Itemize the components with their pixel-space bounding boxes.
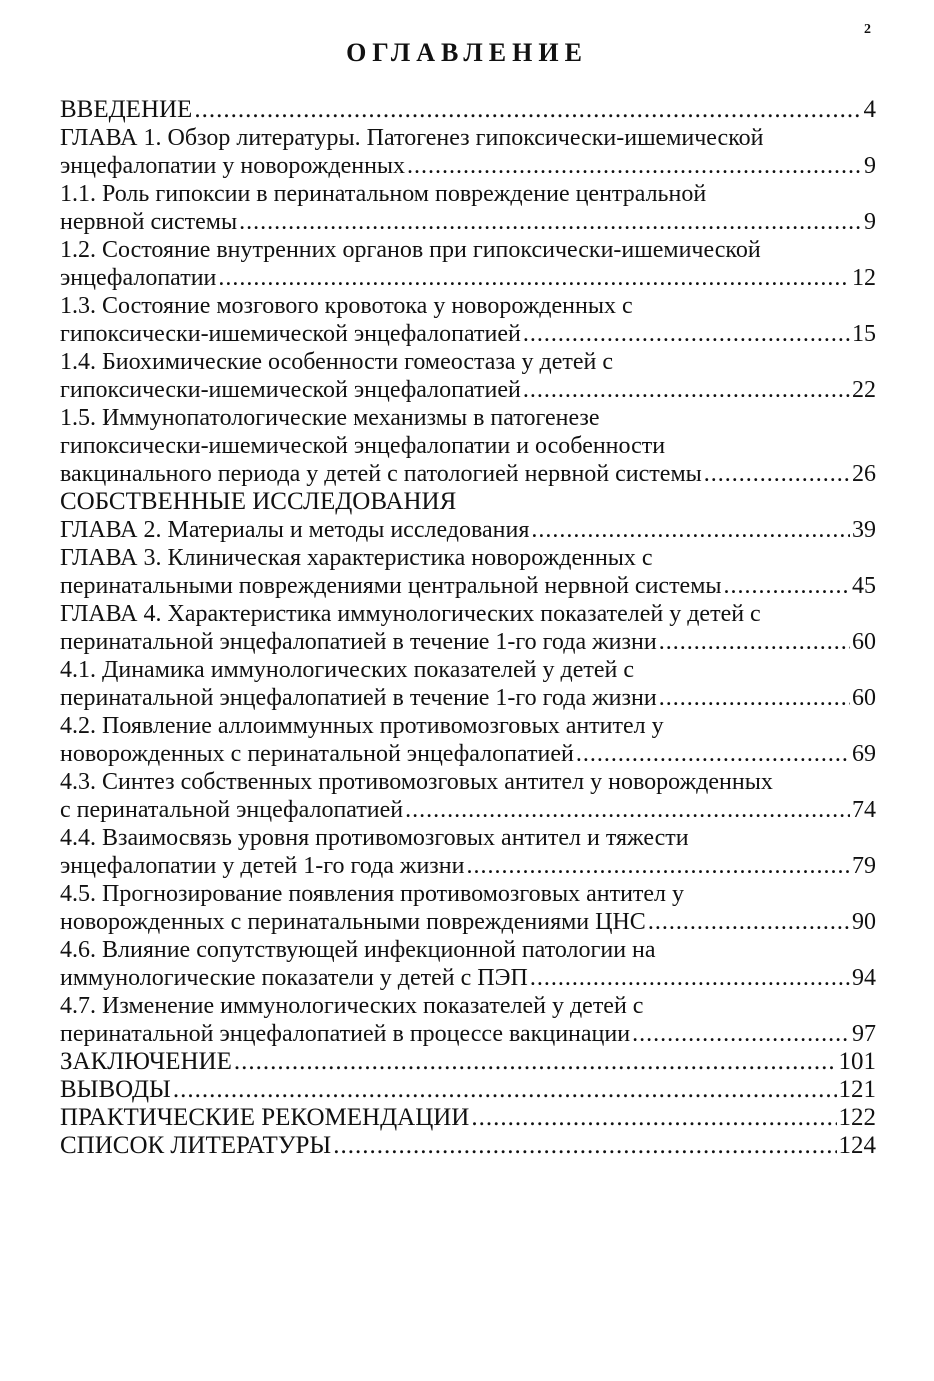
dot-leader [531,516,850,544]
toc-entry-text: перинатальными повреждениями центральной нервной системы [60,573,722,599]
toc-entry-text: вакцинального периода у детей с патологией нервной системы [60,461,702,487]
toc-entry [60,1048,876,1076]
toc-entry-last-line [60,208,876,236]
toc-entry [60,516,876,544]
toc-entry-text: СОБСТВЕННЫЕ ИССЛЕДОВАНИЯ [60,488,457,515]
toc-entry-last-line [60,1076,876,1104]
toc-entry-last-line [60,96,876,124]
toc-entry-last-line [60,1104,876,1132]
toc-entry-text: новорожденных с перинатальной энцефалопатией [60,741,574,767]
dot-leader [632,1020,850,1048]
toc-entry-last-line [60,1048,876,1076]
toc-entry-page: 97 [852,1021,876,1047]
toc-entry-page: 101 [838,1048,876,1075]
toc-entry-page: 9 [864,153,876,179]
toc-entry [60,936,876,992]
dot-leader [471,1104,836,1132]
toc-entry [60,768,876,824]
toc-entry-text: ГЛАВА 1. Обзор литературы. Патогенез гипоксически-ишемической [60,125,764,151]
toc-entry-last-line [60,628,876,656]
dot-leader [218,264,850,292]
table-of-contents [60,96,876,1160]
toc-entry-text: 4.2. Появление аллоиммунных противомозговых антител у [60,713,664,739]
toc-entry-text: гипоксически-ишемической энцефалопатией [60,377,521,403]
toc-entry-last-line [60,572,876,600]
dot-leader [530,964,850,992]
toc-entry-text: 4.6. Влияние сопутствующей инфекционной патологии на [60,937,656,963]
toc-entry [60,96,876,124]
toc-entry-text: 1.4. Биохимические особенности гомеостаза у детей с [60,349,614,375]
toc-entry-text: иммунологические показатели у детей с ПЭП [60,965,528,991]
toc-entry-text: СПИСОК ЛИТЕРАТУРЫ [60,1132,332,1159]
toc-entry-text: 1.2. Состояние внутренних органов при гипоксически-ишемической [60,237,761,263]
toc-entry-text: перинатальной энцефалопатией в процессе вакцинации [60,1021,631,1047]
page-number: 2 [864,22,871,37]
toc-entry [60,880,876,936]
dot-leader [724,572,850,600]
toc-entry-text: энцефалопатии [60,265,217,291]
toc-entry-last-line [60,852,876,880]
toc-entry-page: 74 [852,797,876,823]
toc-entry [60,124,876,180]
toc-entry-last-line [60,264,876,292]
dot-leader [659,628,850,656]
toc-entry [60,656,876,712]
toc-entry-last-line [60,376,876,404]
toc-entry-last-line [60,516,876,544]
toc-entry-last-line [60,796,876,824]
toc-entry-page: 60 [852,685,876,711]
toc-entry-text: 1.5. Иммунопатологические механизмы в патогенезе [60,405,600,431]
toc-entry-page: 39 [852,517,876,543]
toc-entry [60,712,876,768]
toc-entry-text: перинатальной энцефалопатией в течение 1-го года жизни [60,629,657,655]
toc-entry-page: 124 [838,1132,876,1159]
toc-entry-text: 4.7. Изменение иммунологических показателей у детей с [60,993,644,1019]
toc-entry-last-line [60,1132,876,1160]
toc-entry-last-line [60,152,876,180]
toc-entry-text: энцефалопатии у новорожденных [60,153,406,179]
toc-entry [60,992,876,1048]
toc-entry-last-line [60,740,876,768]
toc-entry [60,180,876,236]
toc-entry-text: ГЛАВА 4. Характеристика иммунологических показателей у детей с [60,601,761,627]
toc-entry-page: 79 [852,853,876,879]
toc-entry-text: ГЛАВА 2. Материалы и методы исследования [60,517,530,543]
toc-entry-page: 26 [852,461,876,487]
toc-entry [60,600,876,656]
toc-entry-last-line [60,320,876,348]
toc-entry-text: ВВЕДЕНИЕ [60,96,193,123]
dot-leader [194,96,861,124]
toc-entry-text: гипоксически-ишемической энцефалопатией [60,321,521,347]
toc-entry-text: ГЛАВА 3. Клиническая характеристика новорожденных с [60,545,653,571]
toc-entry-page: 4 [863,96,876,123]
toc-entry-text: перинатальной энцефалопатией в течение 1-го года жизни [60,685,657,711]
toc-entry [60,1076,876,1104]
toc-entry-text: 4.4. Взаимосвязь уровня противомозговых антител и тяжести [60,825,689,851]
toc-entry-text: гипоксически-ишемической энцефалопатии и особенности [60,433,666,459]
toc-entry-page: 12 [852,265,876,291]
toc-entry-last-line [60,684,876,712]
toc-entry-last-line [60,964,876,992]
toc-entry-text: энцефалопатии у детей 1-го года жизни [60,853,465,879]
toc-entry-text: ПРАКТИЧЕСКИЕ РЕКОМЕНДАЦИИ [60,1104,470,1131]
dot-leader [523,376,850,404]
dot-leader [466,852,850,880]
toc-entry [60,292,876,348]
dot-leader [648,908,850,936]
toc-entry-text: 4.5. Прогнозирование появления противомозговых антител у [60,881,685,907]
dot-leader [523,320,850,348]
toc-entry-page: 90 [852,909,876,935]
toc-entry-page: 45 [852,573,876,599]
toc-entry-page: 122 [838,1104,876,1131]
dot-leader [659,684,850,712]
dot-leader [239,208,862,236]
toc-entry-page: 22 [852,377,876,403]
toc-entry-text: 4.3. Синтез собственных противомозговых антител у новорожденных [60,769,773,795]
dot-leader [576,740,850,768]
toc-title: ОГЛАВЛЕНИЕ [346,38,588,67]
toc-entry-text: 1.1. Роль гипоксии в перинатальном повреждение центральной [60,181,707,207]
toc-entry-page: 69 [852,741,876,767]
toc-entry-text: 1.3. Состояние мозгового кровотока у новорожденных с [60,293,633,319]
toc-entry-page: 60 [852,629,876,655]
toc-entry-text: нервной системы [60,209,238,235]
dot-leader [704,460,850,488]
toc-entry-last-line [60,460,876,488]
toc-entry-page: 94 [852,965,876,991]
toc-entry [60,1132,876,1160]
toc-section-heading [60,488,876,516]
toc-entry-text: ВЫВОДЫ [60,1076,171,1103]
toc-entry [60,1104,876,1132]
dot-leader [405,796,850,824]
toc-entry-last-line [60,1020,876,1048]
toc-entry [60,236,876,292]
toc-entry-text: новорожденных с перинатальными повреждениями ЦНС [60,909,646,935]
toc-entry-page: 9 [864,209,876,235]
toc-entry-last-line [60,908,876,936]
dot-leader [407,152,862,180]
toc-entry-text: с перинатальной энцефалопатией [60,797,404,823]
toc-entry-page: 121 [838,1076,876,1103]
toc-entry [60,824,876,880]
toc-entry-text: ЗАКЛЮЧЕНИЕ [60,1048,232,1075]
toc-entry [60,544,876,600]
toc-entry-page: 15 [852,321,876,347]
dot-leader [333,1132,836,1160]
toc-entry-text: 4.1. Динамика иммунологических показателей у детей с [60,657,634,683]
toc-entry [60,404,876,488]
dot-leader [173,1076,837,1104]
dot-leader [234,1048,837,1076]
toc-entry [60,348,876,404]
